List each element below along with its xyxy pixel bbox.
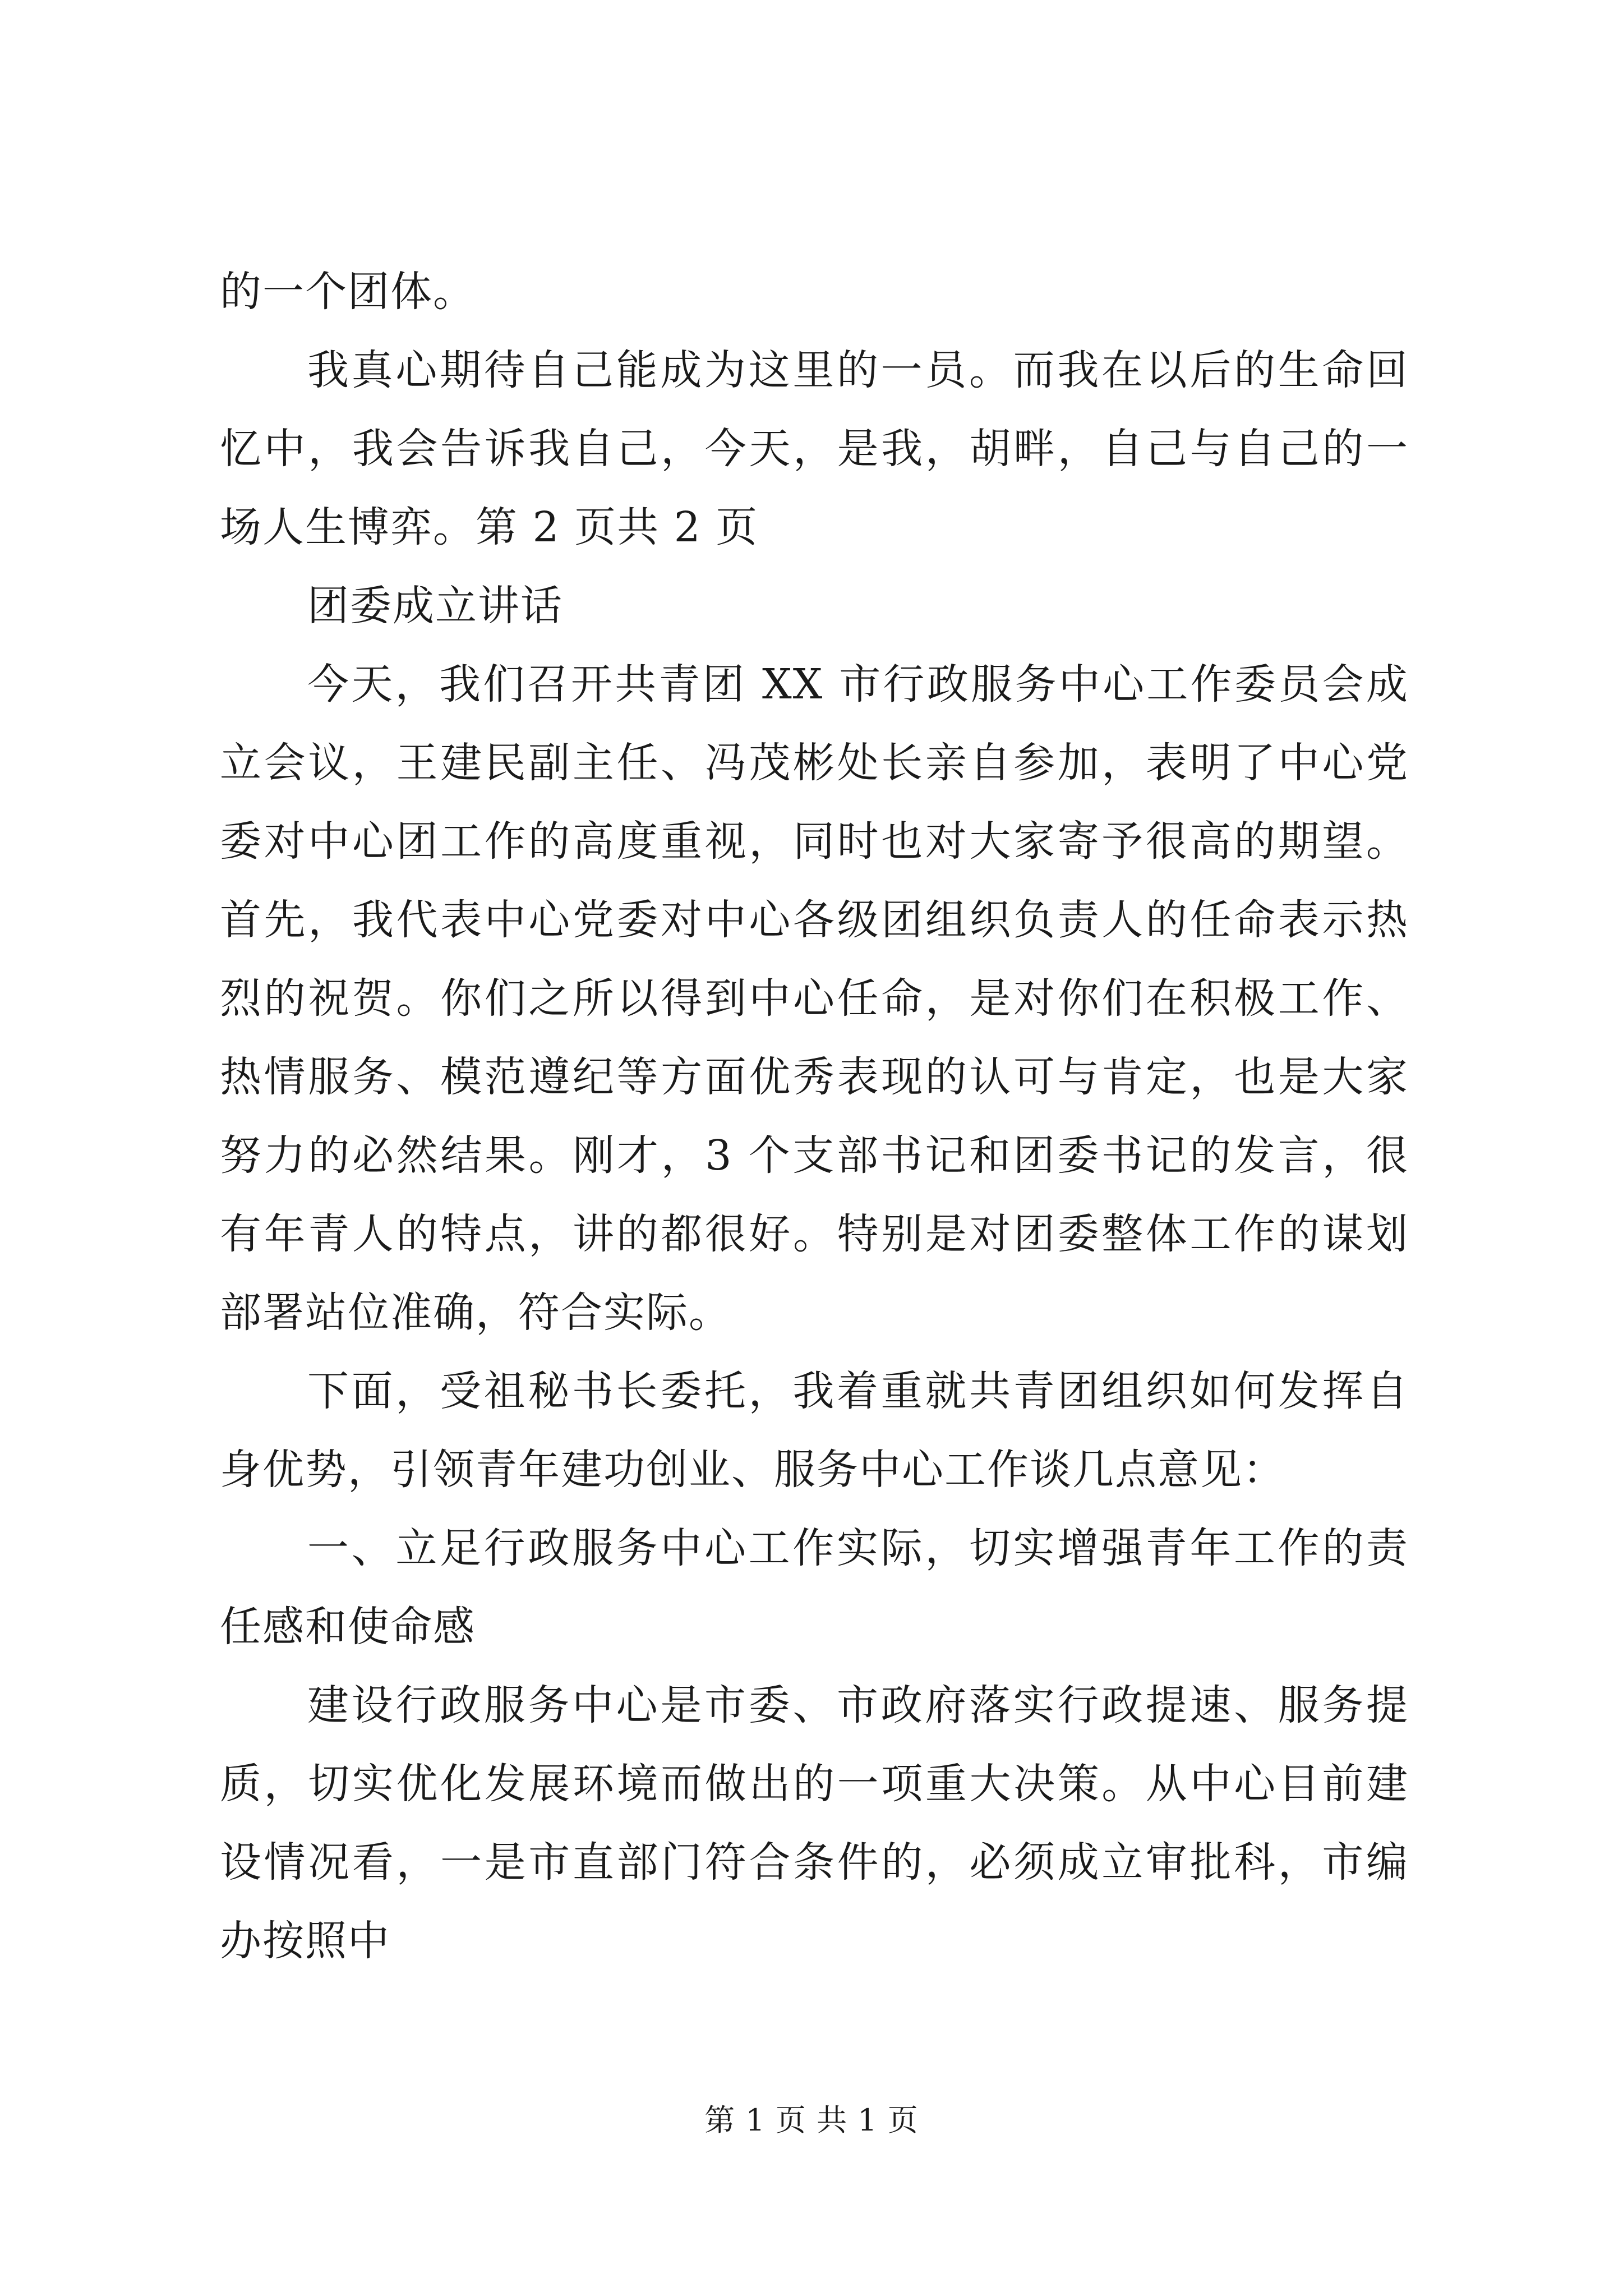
paragraph-3: 今天，我们召开共青团 XX 市行政服务中心工作委员会成立会议，王建民副主任、冯茂彬处长亲自参加，表明了中心党委对中心团工作的高度重视，同时也对大家寄予很高的期望。首先，我代表中心党委对中心各级团组织负责人的任命表示热烈的祝贺。你们之所以得到中心任命，是对你们在积极工作、热情服务、模范遵纪等方面优秀表现的认可与肯定，也是大家努力的必然结果。刚才，3 个支部书记和团委书记的发言，很有年青人的特点，讲的都很好。特别是对团委整体工作的谋划部署站位准确，符合实际。: [220, 660, 1409, 1337]
paragraph-4: 下面，受祖秘书长委托，我着重就共青团组织如何发挥自身优势，引领青年建功创业、服务中心工作谈几点意见：: [220, 1367, 1409, 1494]
paragraph-5: 建设行政服务中心是市委、市政府落实行政提速、服务提质，切实优化发展环境而做出的一项重大决策。从中心目前建设情况看，一是市直部门符合条件的，必须成立审批科，市编办按照中: [220, 1681, 1409, 1965]
document-body: [220, 252, 1409, 1980]
page-footer: 第 1 页 共 1 页: [704, 2102, 919, 2138]
section-title: 团委成立讲话: [307, 582, 563, 630]
heading-one: 一、立足行政服务中心工作实际，切实增强青年工作的责任感和使命感: [220, 1524, 1409, 1651]
paragraph-1: 的一个团体。: [220, 268, 476, 316]
paragraph-2: 我真心期待自己能成为这里的一员。而我在以后的生命回忆中，我会告诉我自己，今天，是我，胡畔，自己与自己的一场人生博弈。第 2 页共 2 页: [220, 346, 1409, 551]
